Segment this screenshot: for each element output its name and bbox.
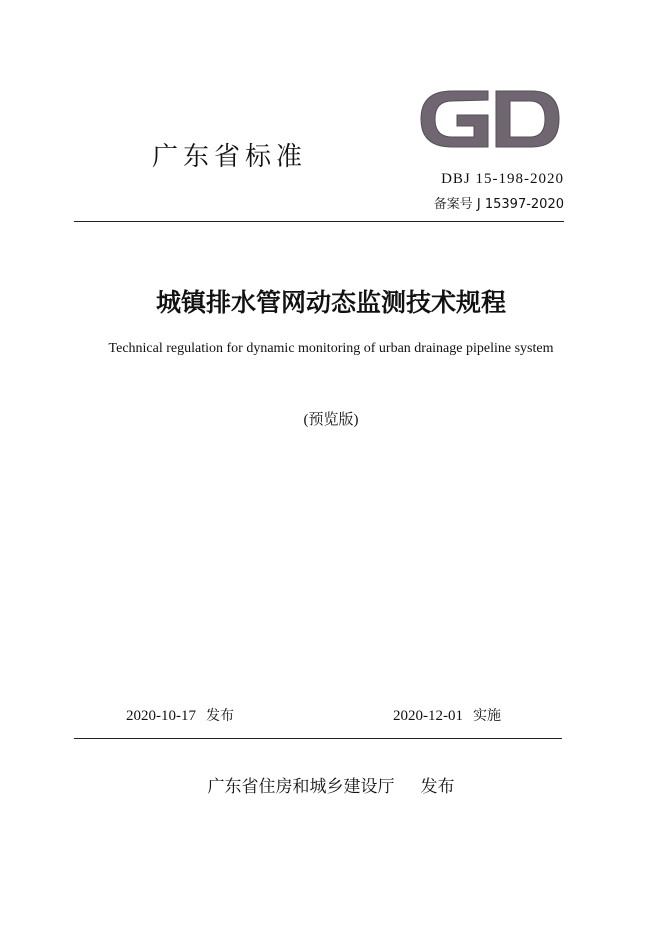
issue-date-block xyxy=(126,705,234,725)
standard-name: 广东省标准 xyxy=(152,142,308,172)
issue-date: 2020-10-17 xyxy=(126,708,196,724)
publish-action: 发布 xyxy=(420,777,455,797)
footer-divider xyxy=(74,738,562,739)
gd-logo xyxy=(414,84,564,154)
effective-label: 实施 xyxy=(473,708,501,724)
issue-label: 发布 xyxy=(206,708,234,724)
title-chinese: 城镇排水管网动态监测技术规程 xyxy=(155,288,506,317)
publisher-line xyxy=(0,772,662,797)
effective-date: 2020-12-01 xyxy=(393,708,463,724)
edition-note: (预览版) xyxy=(303,412,359,428)
header-divider xyxy=(74,221,564,222)
issuer-name: 广东省住房和城乡建设厅 xyxy=(207,777,395,797)
standard-code: DBJ 15-198-2020 xyxy=(441,171,564,187)
effective-date-block xyxy=(393,705,501,725)
filing-number: 备案号 J 15397-2020 xyxy=(433,197,564,212)
title-english: Technical regulation for dynamic monitoring of urban drainage pipeline system xyxy=(108,341,554,356)
